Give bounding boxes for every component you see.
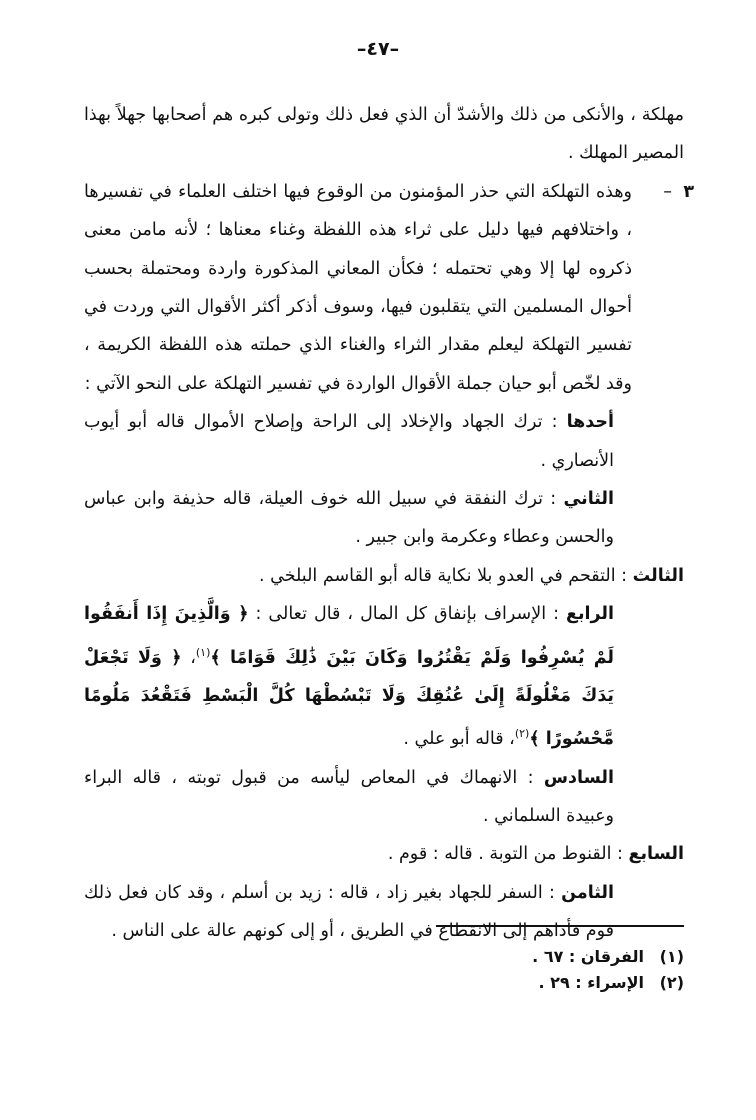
- quran-verse-2: ﴿ وَلَا تَجْعَلْ يَدَكَ مَغْلُولَةً إِلَىٰ عُنُقِكَ وَلَا تَبْسُطْهَا كُلَّ الْبَسْطِ فَتَقْعُدَ مَلُومًا مَّحْسُورًا ﴾: [84, 647, 614, 750]
- entry-label: السابع: [628, 844, 684, 865]
- entry-fourth: الرابع : الإسراف بإنفاق كل المال ، قال تعالى : ﴿ وَالَّذِينَ إِذَا أَنفَقُوا لَمْ يُسْرِفُوا وَلَمْ يَقْتُرُوا وَكَانَ بَيْنَ ذَٰلِكَ قَوَامًا ﴾$^{(١)}$، ﴿ وَلَا تَجْعَلْ يَدَكَ مَغْلُولَةً إِلَىٰ عُنُقِكَ وَلَا تَبْسُطْهَا كُلَّ الْبَسْطِ فَتَقْعُدَ مَلُومًا مَّحْسُورًا ﴾$^{(٢)}$، قاله أبو علي .: [84, 604, 614, 750]
- footnote-ref-1: (١): [195, 645, 211, 659]
- entry-eighth: الثامن : السفر للجهاد بغير زاد ، قاله : زيد بن أسلم ، وقد كان فعل ذلك قوم فأداهم إلى الانقطاع في الطريق ، أو إلى كونهم عالة على الناس .: [84, 882, 614, 942]
- footnote-number: (٢): [659, 973, 684, 992]
- footnotes: [364, 944, 684, 996]
- intro-line-1: مهلكة ، والأنكى من ذلك والأشدّ أن الذي فعل ذلك وتولى كبره هم أصحابها: [151, 105, 684, 125]
- entry-label: أحدها: [566, 412, 614, 433]
- entry-text: الانهماك في المعاص ليأسه من قبول توبته ، قاله البراء وعبيدة السلماني .: [84, 767, 614, 826]
- footnote-divider: [436, 925, 684, 927]
- item-dash: –: [663, 181, 672, 202]
- entry-text: ترك الجهاد والإخلاد إلى الراحة وإصلاح الأموال قاله أبو أيوب الأنصاري .: [84, 412, 614, 471]
- entry-label: الثاني: [563, 489, 614, 510]
- footnote-number: (١): [659, 947, 684, 966]
- footnote-text: الإسراء : ٢٩ .: [538, 973, 644, 992]
- entry-text: السفر للجهاد بغير زاد ، قاله : زيد بن أسلم ، وقد كان فعل ذلك قوم فأداهم إلى الانقطاع في الطريق ، أو إلى كونهم عالة على الناس .: [84, 882, 614, 942]
- entry-label: الثامن: [561, 882, 614, 903]
- intro-line-2: جهلاً بهذا المصير المهلك .: [84, 105, 684, 164]
- main-text: [84, 96, 694, 951]
- footnote-text: الفرقان : ٦٧ .: [532, 947, 644, 966]
- entry-third: الثالث : التقحم في العدو بلا نكاية قاله أبو القاسم البلخي .: [258, 565, 684, 586]
- entry-label: السادس: [543, 767, 614, 788]
- item-3-text: وهذه التهلكة التي حذر المؤمنون من الوقوع فيها اختلف العلماء في تفسيرها ، واختلافهم فيها دليل على ثراء هذه اللفظة وغناء معناها ؛ لأنه مامن معنى ذكروه لها إلا وهي تحتمله ؛ فكأن المعاني المذكورة واردة ومحتملة بحسب أحوال المسلمين التي يتقلبون فيها، وسوف أذكر أكثر الأقوال التي وردت في تفسير التهلكة ليعلم مقدار الثراء والغناء الذي حملته هذه اللفظة الكريمة ، وقد لخّص أبو حيان جملة الأقوال الواردة في تفسير التهلكة على النحو الآتي :: [84, 181, 632, 394]
- footnote-ref-2: (٢): [514, 727, 530, 741]
- footnote-2: [364, 970, 684, 996]
- numbered-item-3: [84, 173, 694, 403]
- quran-verse-1: ﴿ وَالَّذِينَ إِذَا أَنفَقُوا لَمْ يُسْرِفُوا وَلَمْ يَقْتُرُوا وَكَانَ بَيْنَ ذَٰلِكَ قَوَامًا ﴾: [84, 604, 614, 668]
- entry-second: الثاني : ترك النفقة في سبيل الله خوف العيلة، قاله حذيفة وابن عباس والحسن وعطاء وعكرمة وابن جبير .: [84, 489, 614, 548]
- entry-text: القنوط من التوبة . قاله : قوم .: [387, 844, 612, 865]
- entry-text: ترك النفقة في سبيل الله خوف العيلة، قاله حذيفة وابن عباس والحسن وعطاء وعكرمة وابن جبير .: [84, 489, 614, 548]
- intro-paragraph: [84, 96, 684, 173]
- entry-label: الرابع: [566, 604, 614, 625]
- entry-label: الثالث: [632, 565, 684, 586]
- item-number: ٣: [683, 181, 694, 202]
- entry-text-end: ، قاله أبو علي .: [403, 729, 515, 750]
- entry-text: التقحم في العدو بلا نكاية قاله أبو القاسم البلخي .: [258, 565, 616, 586]
- entry-sixth: السادس : الانهماك في المعاص ليأسه من قبول توبته ، قاله البراء وعبيدة السلماني .: [84, 767, 614, 826]
- entry-text: الإسراف بإنفاق كل المال ، قال تعالى :: [255, 604, 547, 625]
- entry-first: أحدها : ترك الجهاد والإخلاد إلى الراحة وإصلاح الأموال قاله أبو أيوب الأنصاري .: [84, 412, 614, 471]
- page-number: –٤٧–: [356, 38, 400, 60]
- footnote-1: [364, 944, 684, 970]
- entry-seventh: السابع : القنوط من التوبة . قاله : قوم .: [387, 844, 684, 865]
